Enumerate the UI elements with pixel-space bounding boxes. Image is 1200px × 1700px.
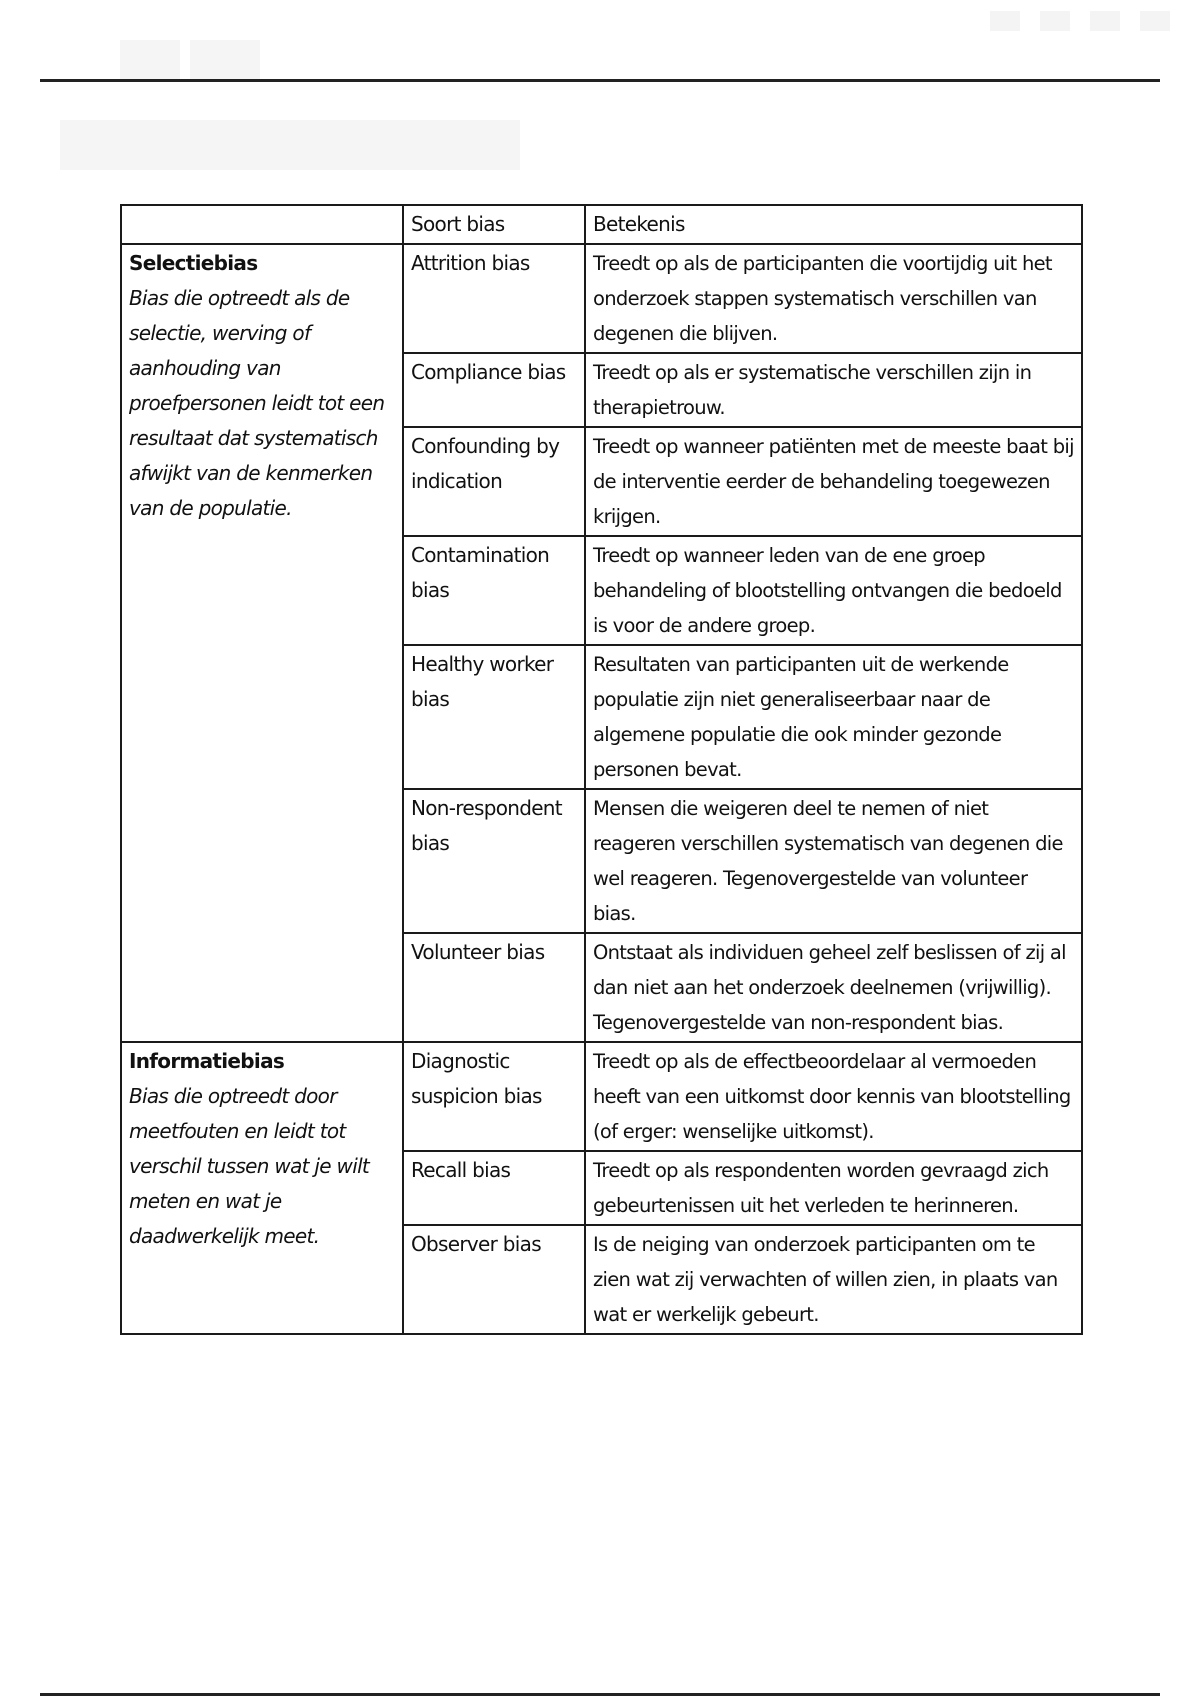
bias-meaning: Treedt op als er systematische verschillen zijn in therapietrouw. (585, 353, 1082, 427)
bias-meaning: Treedt op als respondenten worden gevraagd zich gebeurtenissen uit het verleden te herinneren. (585, 1151, 1082, 1225)
table-header-row (121, 205, 1082, 244)
table-row (121, 244, 1082, 353)
bias-meaning: Treedt op als de participanten die voortijdig uit het onderzoek stappen systematisch verschillen van degenen die blijven. (585, 244, 1082, 353)
bias-type: Volunteer bias (403, 933, 585, 1042)
bias-type: Attrition bias (403, 244, 585, 353)
bias-meaning: Mensen die weigeren deel te nemen of niet reageren verschillen systematisch van degenen die wel reageren. Tegenovergestelde van volunteer bias. (585, 789, 1082, 933)
bias-type: Non-respondent bias (403, 789, 585, 933)
header-empty-cell (121, 205, 403, 244)
bias-type: Recall bias (403, 1151, 585, 1225)
category-description: Bias die optreedt door meetfouten en leidt tot verschil tussen wat je wilt meten en wat je daadwerkelijk meet. (129, 1084, 370, 1248)
bias-meaning: Is de neiging van onderzoek participanten om te zien wat zij verwachten of willen zien, in plaats van wat er werkelijk gebeurt. (585, 1225, 1082, 1334)
bias-type: Compliance bias (403, 353, 585, 427)
bias-meaning: Treedt op wanneer patiënten met de meeste baat bij de interventie eerder de behandeling toegewezen krijgen. (585, 427, 1082, 536)
footer-rule (40, 1693, 1160, 1696)
bias-type: Confounding by indication (403, 427, 585, 536)
bias-meaning: Treedt op als de effectbeoordelaar al vermoeden heeft van een uitkomst door kennis van blootstelling (of erger: wenselijke uitkomst). (585, 1042, 1082, 1151)
table-row (121, 1042, 1082, 1151)
bias-type: Diagnostic suspicion bias (403, 1042, 585, 1151)
bias-meaning: Resultaten van participanten uit de werkende populatie zijn niet generaliseerbaar naar de algemene populatie die ook minder gezonde personen bevat. (585, 645, 1082, 789)
category-title: Informatiebias (129, 1049, 285, 1073)
header-soort-bias: Soort bias (403, 205, 585, 244)
bias-type: Observer bias (403, 1225, 585, 1334)
bias-type: Healthy worker bias (403, 645, 585, 789)
category-cell-informatiebias (121, 1042, 403, 1334)
bias-table (120, 204, 1083, 1335)
faded-corner-artifact (990, 6, 1170, 36)
header-betekenis: Betekenis (585, 205, 1082, 244)
category-title: Selectiebias (129, 251, 258, 275)
category-cell-selectiebias (121, 244, 403, 1042)
faded-background-artifact (60, 30, 520, 180)
category-description: Bias die optreedt als de selectie, werving of aanhouding van proefpersonen leidt tot een resultaat dat systematisch afwijkt van de kenmerken van de populatie. (129, 286, 385, 520)
bias-meaning: Ontstaat als individuen geheel zelf beslissen of zij al dan niet aan het onderzoek deelnemen (vrijwillig). Tegenovergestelde van non-respondent bias. (585, 933, 1082, 1042)
bias-type: Contamination bias (403, 536, 585, 645)
bias-meaning: Treedt op wanneer leden van de ene groep behandeling of blootstelling ontvangen die bedoeld is voor de andere groep. (585, 536, 1082, 645)
